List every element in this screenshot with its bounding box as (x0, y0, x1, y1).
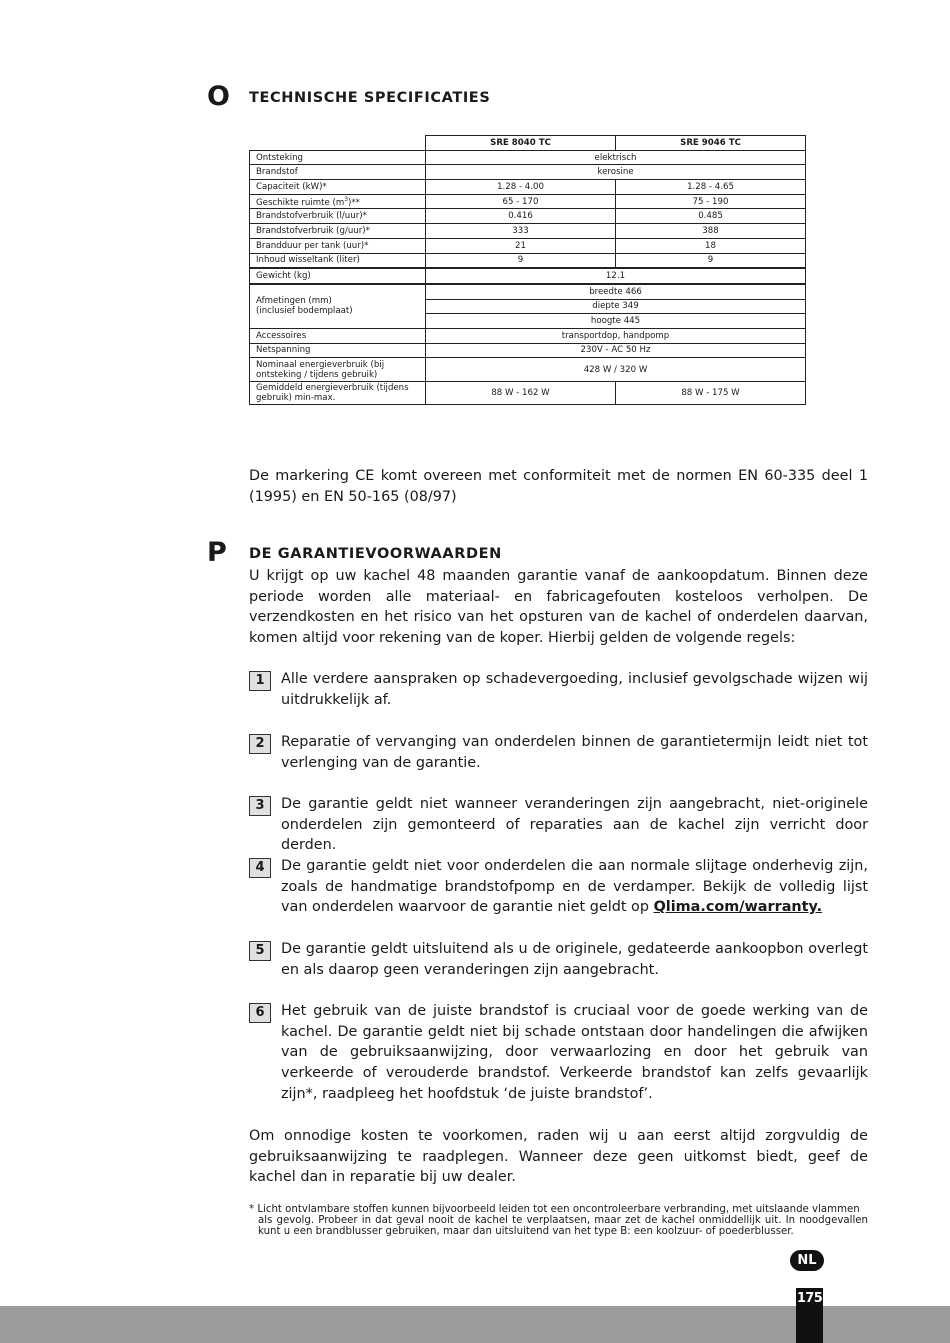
row-value: 88 W - 162 W (426, 381, 616, 405)
row-label: Nominaal energieverbruik (bij ontsteking / tijdens gebruik) (250, 358, 426, 382)
ce-marking-text: De markering CE komt overeen met conformiteit met de normen EN 60-335 deel 1 (1995) en EN 50-165 (08/97) (249, 468, 868, 505)
rule-text: De garantie geldt niet wanneer veranderingen zijn aangebracht, niet-originele onderdelen zijn gemonteerd of reparaties aan de kachel zijn verricht door derden. (281, 796, 868, 854)
warranty-rule-1 (249, 669, 868, 710)
warranty-rule-5 (249, 939, 868, 980)
footnote-line: * Licht ontvlambare stoffen kunnen bijvoorbeeld leiden tot een oncontroleerbare verbranding, met uitslaande vlammen (249, 1204, 860, 1215)
row-label: Capaciteit (kW)* (250, 180, 426, 195)
row-label: Accessoires (250, 328, 426, 343)
rule-text: De garantie geldt niet voor onderdelen die aan normale slijtage onderhevig zijn, zoals de handmatige brandstofpomp en de verdamper. Bekijk de volledig lijst van onderdelen waarvoor de garantie niet geldt op (281, 858, 868, 916)
closing-paragraph: Om onnodige kosten te voorkomen, raden wij u aan eerst altijd zorgvuldig de gebruiksaanwijzing te raadplegen. Wanneer deze geen uitkomst biedt, geef de kachel dan in reparatie bij uw dealer. (249, 1128, 868, 1186)
row-label: Ontsteking (250, 150, 426, 165)
row-label: Brandstofverbruik (l/uur)* (250, 209, 426, 224)
row-label: Brandstofverbruik (g/uur)* (250, 224, 426, 239)
row-value: 65 - 170 (426, 194, 616, 209)
table-row (250, 381, 806, 405)
warranty-rule-2 (249, 732, 868, 773)
rule-number: 4 (249, 858, 271, 878)
table-row (250, 238, 806, 253)
row-label: Gemiddeld energieverbruik (tijdens gebruik) min-max. (250, 381, 426, 405)
row-value: transportdop, handpomp (426, 328, 806, 343)
row-value: 21 (426, 238, 616, 253)
table-header-row (250, 136, 806, 151)
table-row (250, 180, 806, 195)
table-row (250, 268, 806, 284)
table-row (250, 358, 806, 382)
row-value: 18 (616, 238, 806, 253)
spec-table (249, 135, 806, 405)
table-row (250, 284, 806, 299)
section-title-warranty: DE GARANTIEVOORWAARDEN (249, 546, 502, 562)
rule-number: 5 (249, 941, 271, 961)
row-value: 230V - AC 50 Hz (426, 343, 806, 358)
row-label: Brandstof (250, 165, 426, 180)
rule-number: 6 (249, 1003, 271, 1023)
section-title-specs: TECHNISCHE SPECIFICATIES (249, 90, 491, 106)
section-letter-o: O (207, 81, 230, 112)
row-value: 1.28 - 4.65 (616, 180, 806, 195)
warranty-rule-6 (249, 1001, 868, 1105)
row-value: 428 W / 320 W (426, 358, 806, 382)
rule-text: Het gebruik van de juiste brandstof is cruciaal voor de goede werking van de kachel. De garantie geldt niet bij schade ontstaan door handelingen die afwijken van de gebruiksaanwijzing, door verwaarlozing en door het gebruik van verkeerde of verouderde brandstof. Verkeerde brandstof kan zelfs gevaarlijk zijn*, raadpleeg het hoofdstuk ‘de juiste brandstof’. (281, 1003, 868, 1102)
row-value: diepte 349 (426, 299, 806, 314)
warranty-rule-4 (249, 856, 868, 918)
rule-text: Reparatie of vervanging van onderdelen binnen de garantietermijn leidt niet tot verlenging van de garantie. (281, 734, 868, 771)
row-label: Brandduur per tank (uur)* (250, 238, 426, 253)
rule-number: 3 (249, 796, 271, 816)
row-label: Afmetingen (mm) (inclusief bodemplaat) (250, 284, 426, 329)
row-label: Geschikte ruimte $(m^3)**$ (250, 194, 426, 209)
rule-number: 1 (249, 671, 271, 691)
model-header: SRE 9046 TC (616, 136, 806, 151)
row-value: 12.1 (426, 268, 806, 284)
row-value: 333 (426, 224, 616, 239)
page-number: 175 (796, 1291, 823, 1306)
table-row (250, 194, 806, 209)
rule-text: Alle verdere aanspraken op schadevergoeding, inclusief gevolgschade wijzen wij uitdrukkelijk af. (281, 671, 868, 708)
row-label: Gewicht (kg) (250, 268, 426, 284)
row-value: 9 (616, 253, 806, 268)
row-value: 0.416 (426, 209, 616, 224)
table-row (250, 209, 806, 224)
footnote-continuation: als gevolg. Probeer in dat geval nooit de kachel te verplaatsen, maar zet de kachel onmiddellijk uit. In noodgevallen kunt u een brandblusser gebruiken, maar dan uitsluitend van het type B: een koolzuur- of poederblusser. (258, 1215, 868, 1237)
model-header: SRE 8040 TC (426, 136, 616, 151)
row-value: 9 (426, 253, 616, 268)
table-row (250, 224, 806, 239)
row-value: breedte 466 (426, 284, 806, 299)
row-value: hoogte 445 (426, 314, 806, 329)
warranty-link[interactable]: Qlima.com/warranty. (653, 899, 823, 916)
row-value: elektrisch (426, 150, 806, 165)
table-row (250, 328, 806, 343)
footnote (249, 1204, 868, 1237)
table-row (250, 253, 806, 268)
table-row (250, 343, 806, 358)
row-value: 88 W - 175 W (616, 381, 806, 405)
row-value: 75 - 190 (616, 194, 806, 209)
row-value: 0.485 (616, 209, 806, 224)
row-value: kerosine (426, 165, 806, 180)
warranty-intro: U krijgt op uw kachel 48 maanden garantie vanaf de aankoopdatum. Binnen deze periode worden alle materiaal- en fabricagefouten kosteloos verholpen. De verzendkosten en het risico van het opsturen van de kachel of onderdelen daarvan, komen altijd voor rekening van de koper. Hierbij gelden de volgende regels: (249, 568, 868, 647)
table-row (250, 150, 806, 165)
section-letter-p: P (207, 537, 227, 568)
row-label: Netspanning (250, 343, 426, 358)
language-badge: NL (790, 1250, 824, 1271)
table-row (250, 165, 806, 180)
rule-text: De garantie geldt uitsluitend als u de originele, gedateerde aankoopbon overlegt en als daarop geen veranderingen zijn aangebracht. (281, 941, 868, 978)
rule-number: 2 (249, 734, 271, 754)
row-label: Inhoud wisseltank (liter) (250, 253, 426, 268)
row-value: 1.28 - 4.00 (426, 180, 616, 195)
row-value: 388 (616, 224, 806, 239)
warranty-rule-3 (249, 794, 868, 856)
